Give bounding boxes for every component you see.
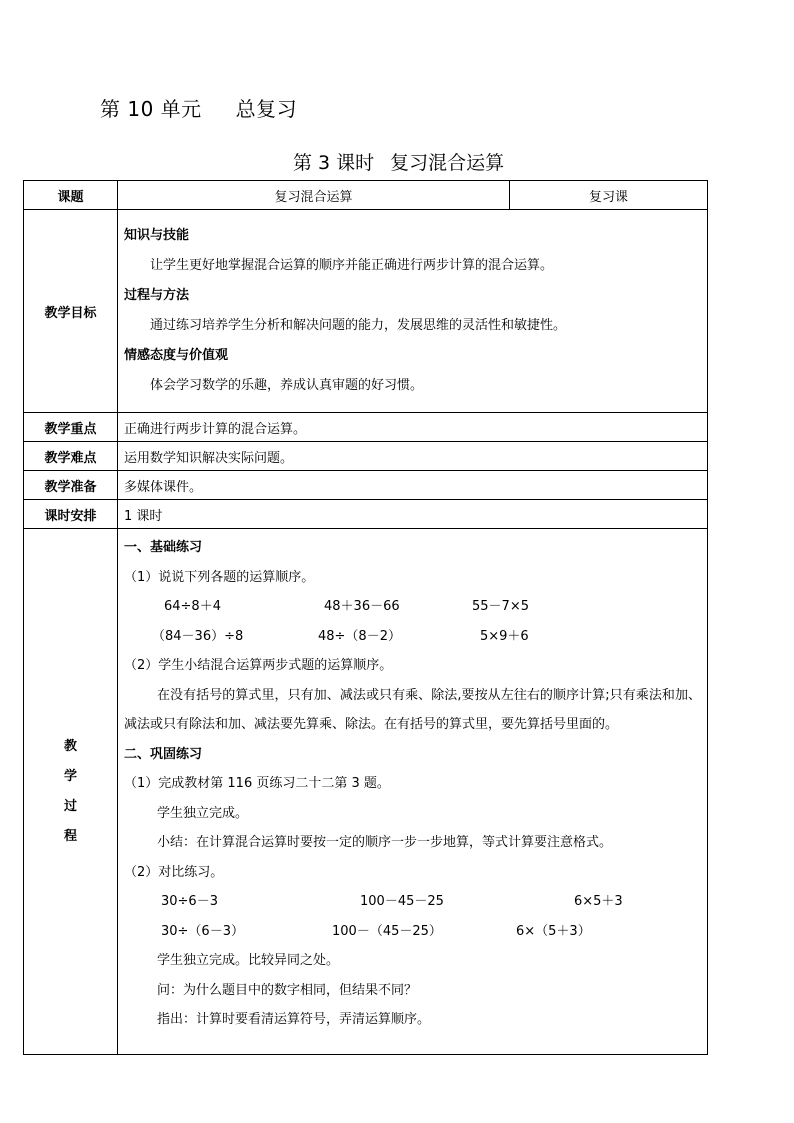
- goal-text-knowledge: 让学生更好地掌握混合运算的顺序并能正确进行两步计算的混合运算。: [150, 258, 554, 273]
- expression: 48÷（8－2）: [318, 628, 401, 644]
- goals-label: 教学目标: [24, 210, 118, 413]
- expression: 64÷8＋4: [164, 599, 221, 614]
- prep-row: [24, 471, 708, 500]
- expression: 5×9＋6: [480, 628, 529, 644]
- expression: 30÷6－3: [161, 894, 218, 909]
- process-label-char: 学: [63, 768, 77, 784]
- process-label-char: 过: [63, 798, 77, 814]
- consolidate-note: 学生独立完成。: [157, 805, 249, 821]
- process-label-char: 程: [63, 828, 77, 844]
- expression-row: [124, 592, 701, 622]
- goal-heading-attitude: 情感态度与价值观: [124, 348, 229, 363]
- compare-note: 学生独立完成。比较异同之处。: [157, 953, 340, 968]
- prep-label: 教学准备: [24, 471, 118, 500]
- compare-question: 问：为什么题目中的数字相同，但结果不同？: [157, 982, 418, 998]
- expression: 6×（5＋3）: [516, 923, 591, 939]
- key-point-row: [24, 413, 708, 442]
- key-point-value: 正确进行两步计算的混合运算。: [118, 413, 708, 442]
- expression: 100－45－25: [360, 894, 444, 909]
- expression-row: [124, 917, 701, 947]
- difficulty-row: [24, 442, 708, 471]
- expression: （84－36）÷8: [152, 628, 244, 644]
- lesson-name: 复习混合运算: [390, 152, 505, 174]
- order-summary: 在没有括号的算式里，只有加、减法或只有乘、除法,要按从左往右的顺序计算;只有乘法和加、减法或只有除法和加、减法要先算乘、除法。在有括号的算式里，要先算括号里面的。: [124, 687, 701, 732]
- goal-heading-knowledge: 知识与技能: [124, 228, 190, 243]
- basic-question-1: （1）说说下列各题的运算顺序。: [124, 569, 315, 585]
- compare-conclusion: 指出：计算时要看清运算符号，弄清运算顺序。: [157, 1012, 431, 1027]
- process-cell: [118, 529, 708, 1055]
- lesson-plan-table: [23, 180, 708, 1055]
- expression-row: [124, 622, 701, 652]
- basic-question-2: （2）学生小结混合运算两步式题的运算顺序。: [124, 658, 393, 673]
- lesson-type: 复习课: [510, 181, 708, 210]
- schedule-value: 1 课时: [118, 500, 708, 529]
- unit-title: [100, 93, 297, 122]
- lesson-number: 第 3 课时: [293, 152, 375, 174]
- goals-cell: [118, 210, 708, 413]
- process-label: [24, 529, 118, 1055]
- consolidate-summary: 小结：在计算混合运算时要按一定的顺序一步一步地算，等式计算要注意格式。: [157, 835, 613, 850]
- lesson-title: [293, 148, 504, 175]
- topic-value: 复习混合运算: [118, 181, 510, 210]
- key-point-label: 教学重点: [24, 413, 118, 442]
- consolidate-question-1: （1）完成教材第 116 页练习二十二第 3 题。: [124, 776, 390, 791]
- topic-label: 课题: [24, 181, 118, 210]
- process-row: [24, 529, 708, 1055]
- topic-row: [24, 181, 708, 210]
- goals-row: [24, 210, 708, 413]
- section-consolidate-heading: 二、巩固练习: [124, 746, 203, 762]
- expression: 30÷（6－3）: [161, 923, 244, 939]
- goal-text-attitude: 体会学习数学的乐趣，养成认真审题的好习惯。: [150, 378, 424, 393]
- difficulty-value: 运用数学知识解决实际问题。: [118, 442, 708, 471]
- goal-text-process: 通过练习培养学生分析和解决问题的能力，发展思维的灵活性和敏捷性。: [150, 318, 567, 333]
- schedule-label: 课时安排: [24, 500, 118, 529]
- expression: 6×5＋3: [574, 894, 623, 909]
- difficulty-label: 教学难点: [24, 442, 118, 471]
- expression: 100－（45－25）: [332, 923, 442, 939]
- prep-value: 多媒体课件。: [118, 471, 708, 500]
- unit-number: 第 10 单元: [100, 97, 202, 121]
- expression-row: [124, 887, 701, 917]
- consolidate-question-2: （2）对比练习。: [124, 864, 224, 880]
- unit-name: 总复习: [235, 97, 298, 121]
- schedule-row: [24, 500, 708, 529]
- process-label-char: 教: [63, 738, 77, 754]
- goal-heading-process: 过程与方法: [124, 288, 190, 303]
- expression: 55－7×5: [472, 599, 529, 614]
- expression: 48＋36－66: [324, 599, 400, 614]
- section-basic-heading: 一、基础练习: [124, 540, 203, 555]
